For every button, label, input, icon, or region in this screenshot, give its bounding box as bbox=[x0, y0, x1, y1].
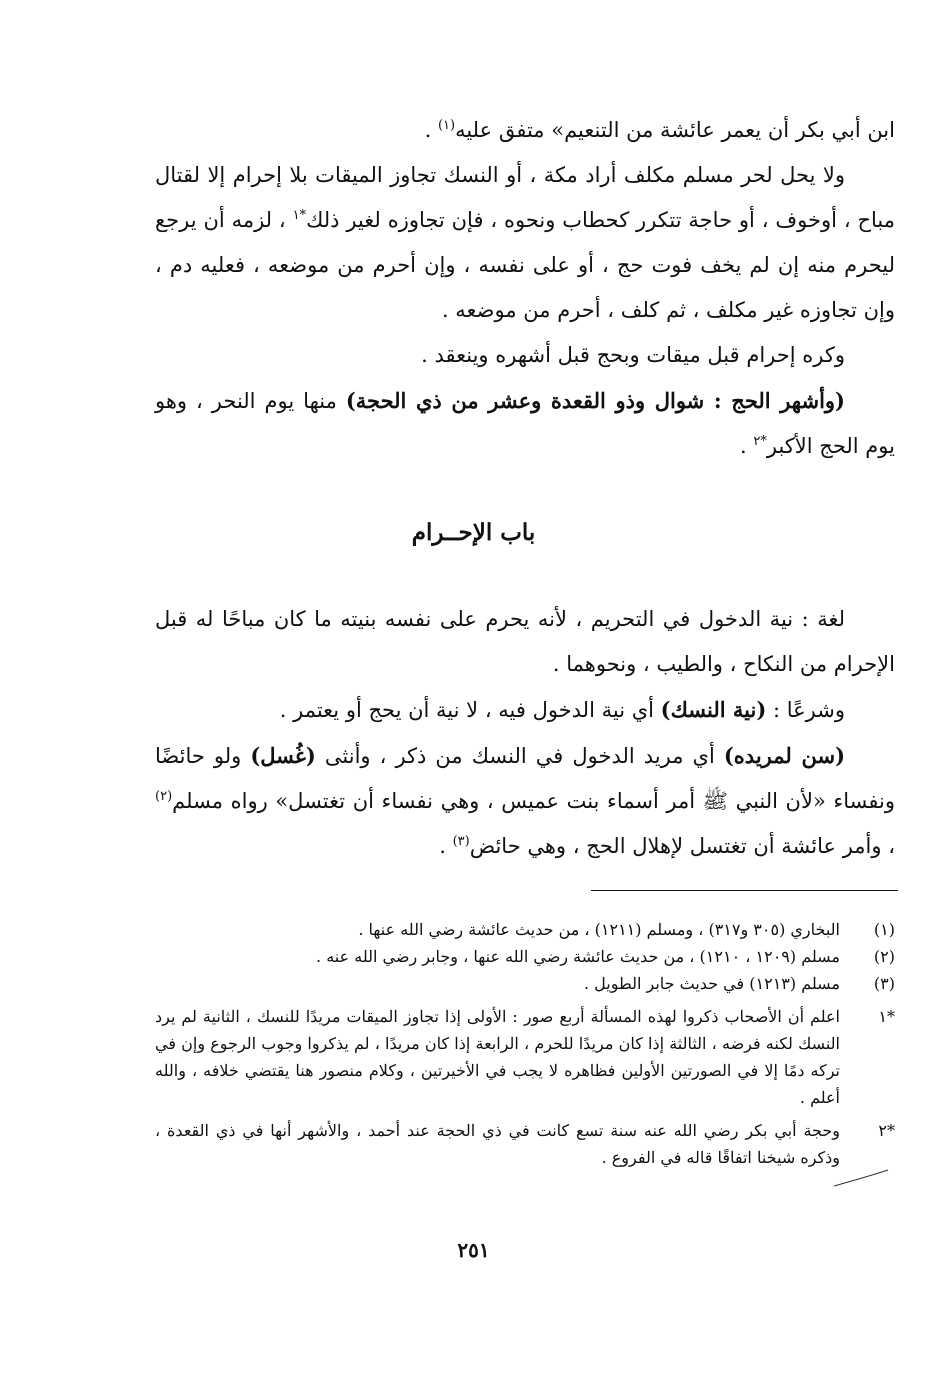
section-title: باب الإحــرام bbox=[411, 519, 536, 546]
paragraph-3-text: وكره إحرام قبل ميقات وبحج قبل أشهره وينعقد . bbox=[421, 343, 845, 367]
footnote-number: *١ bbox=[878, 1007, 895, 1026]
paragraph-7-bold-2: (غُسل) bbox=[250, 743, 316, 768]
paragraph-1 bbox=[155, 108, 895, 153]
paragraph-5-text: لغة : نية الدخول في التحريم ، لأنه يحرم على نفسه بنيته ما كان مباحًا له قبل الإحرام من النكاح ، والطيب ، ونحوهما . bbox=[155, 607, 895, 676]
footnote-text: مسلم (١٢١٣) في حديث جابر الطويل . bbox=[583, 974, 840, 993]
footnote-number: *٢ bbox=[878, 1121, 895, 1140]
footnote-number: (٣) bbox=[873, 974, 895, 993]
footnote-ref-1[interactable]: (١) bbox=[437, 118, 456, 133]
footnote-number: (٢) bbox=[873, 947, 895, 966]
paragraph-7-bold-1: (سن لمريده) bbox=[723, 743, 845, 768]
paragraph-5 bbox=[155, 597, 895, 687]
paragraph-7-end: . bbox=[439, 834, 453, 858]
paragraph-2-continuation: ، لزمه أن يرجع ليحرم منه إن لم يخف فوت حج ، أو على نفسه ، وإن أحرم من موضعه ، فعليه دم ، وإن تجاوزه غير مكلف ، ثم كلف ، أحرم من موضعه . bbox=[155, 208, 895, 322]
footnote-3 bbox=[155, 970, 895, 997]
paragraph-1-text: ابن أبي بكر أن يعمر عائشة من التنعيم» متفق عليه bbox=[455, 118, 895, 142]
footnote-ref-3[interactable]: (٣) bbox=[452, 834, 470, 849]
paragraph-7-text-c: ، وأمر عائشة أن تغتسل لإهلال الحج ، وهي حائض bbox=[469, 834, 895, 858]
footnote-text: اعلم أن الأصحاب ذكروا لهذه المسألة أربع صور : الأولى إذا تجاوز الميقات مريدًا للنسك ، الثانية لم يرد النسك لكنه فرضه ، الثالثة إذا كان مريدًا للحرم ، الرابعة إذا كان مريدًا ، لم يذكروا وجوب الرجوع وإن في تركه دمًا إلا في الصورتين الأولين فظاهره لا يجب في الأخيرتين ، وكلام منصور هنا يقتضي خلافه ، والله أعلم . bbox=[155, 1007, 840, 1107]
paragraph-7-text-b: ولو حائضًا ونفساء «لأن النبي ﷺ أمر أسماء بنت عميس ، وهي نفساء أن تغتسل» رواه مسلم bbox=[155, 744, 895, 813]
page-number: ٢٥١ bbox=[457, 1238, 490, 1262]
paragraph-6 bbox=[155, 687, 895, 733]
footnote-number: (١) bbox=[873, 920, 895, 939]
paragraph-3 bbox=[155, 333, 895, 378]
footnote-text: البخاري (٣٠٥ و٣١٧) ، ومسلم (١٢١١) ، من حديث عائشة رضي الله عنها . bbox=[358, 920, 840, 939]
margin-note-ref-2[interactable]: *٢ bbox=[753, 434, 767, 449]
paragraph-7-text-a: أي مريد الدخول في النسك من ذكر ، وأنثى bbox=[315, 744, 724, 768]
paragraph-4-bold: (وأشهر الحج : شوال وذو القعدة وعشر من ذي الحجة) bbox=[345, 388, 845, 413]
paragraph-4-text: منها يوم النحر ، وهو يوم الحج الأكبر bbox=[155, 389, 895, 458]
paragraph-6-lead: وشرعًا : bbox=[766, 698, 845, 722]
footnotes bbox=[155, 916, 895, 1171]
footnote-ref-2[interactable]: (٢) bbox=[155, 789, 173, 804]
margin-note-1 bbox=[155, 1003, 895, 1111]
paragraph-7 bbox=[155, 733, 895, 869]
footnote-text: وحجة أبي بكر رضي الله عنه سنة تسع كانت في ذي الحجة عند أحمد ، والأشهر أنها في ذي القعدة ، وذكره شيخنا اتفاقًا قاله في الفروع . bbox=[155, 1121, 840, 1167]
paragraph-4-end: . bbox=[740, 434, 754, 458]
paragraph-2-text: ولا يحل لحر مسلم مكلف أراد مكة ، أو النسك تجاوز الميقات بلا إحرام إلا لقتال مباح ، أوخوف ، أو حاجة تتكرر كحطاب ونحوه ، فإن تجاوزه لغير ذلك bbox=[155, 163, 896, 232]
handwritten-mark-icon bbox=[830, 1168, 890, 1188]
margin-note-ref-1[interactable]: *١ bbox=[292, 208, 307, 223]
paragraph-6-text: أي نية الدخول فيه ، لا نية أن يحج أو يعتمر . bbox=[279, 698, 661, 722]
main-text-bottom bbox=[155, 597, 895, 869]
footnote-2 bbox=[155, 943, 895, 970]
paragraph-2 bbox=[155, 153, 895, 333]
margin-note-2 bbox=[155, 1117, 895, 1171]
paragraph-1-end: . bbox=[424, 118, 438, 142]
footnote-text: مسلم (١٢٠٩ ، ١٢١٠) ، من حديث عائشة رضي الله عنها ، وجابر رضي الله عنه . bbox=[316, 947, 840, 966]
paragraph-4 bbox=[155, 378, 895, 469]
main-text-top bbox=[155, 108, 895, 469]
paragraph-6-bold: (نية النسك) bbox=[660, 697, 767, 722]
footnote-1 bbox=[155, 916, 895, 943]
footnote-separator bbox=[591, 890, 898, 891]
